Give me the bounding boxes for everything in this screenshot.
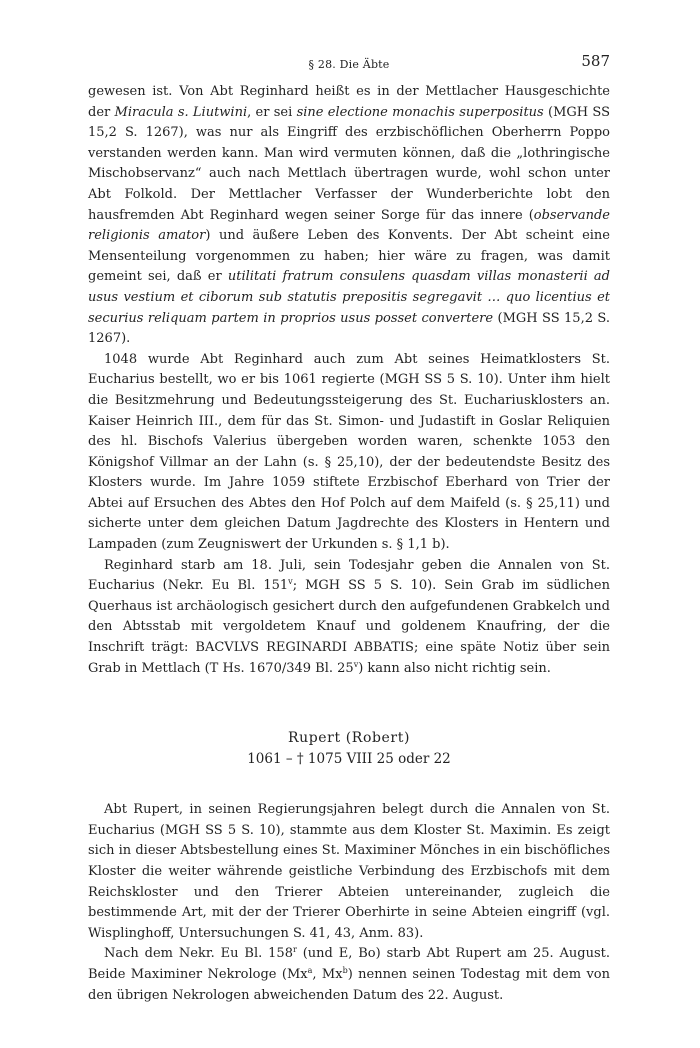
text-run: ) kann also nicht richtig sein. bbox=[358, 660, 551, 676]
superscript: v bbox=[288, 577, 293, 587]
page bbox=[88, 52, 610, 1006]
text-run: ) und äußere Leben des Konvents. Der Abt scheint eine Mensenteilung vorgenommen zu haben; hier wäre zu fragen, was damit gemeint sei, daß er bbox=[88, 228, 610, 285]
abbot-dates: 1061 – † 1075 VIII 25 oder 22 bbox=[247, 751, 451, 768]
text-run: (MGH SS 15,2 S. 1267), was nur als Eingriff des erzbischöflichen Oberherrn Poppo verstanden werden kann. Man wird vermuten können, daß die „lothringische Mischobservanz“ auch nach Mettlach übertragen wurde, wohl schon unter Abt Folkold. Der Mettlacher Verfasser der Wunderberichte lobt den hausfremden Abt Reginhard wegen seiner Sorge für das innere ( bbox=[88, 104, 610, 223]
paragraph-reginhard-eucharius bbox=[88, 350, 610, 556]
text-run: , Mx bbox=[312, 966, 343, 982]
page-number: 587 bbox=[581, 52, 610, 70]
abbot-name: Rupert (Robert) bbox=[287, 730, 411, 747]
latin-quote: utilitati fratrum consulens quasdam villas monasterii ad usus vestium et ciborum sub statutis prepositis segregavit … quo licentius et securius reliquam partem in proprios usus posset convertere bbox=[88, 269, 610, 326]
text-run: gewesen ist. Von Abt Reginhard heißt es in der Mettlacher Hausgeschichte der bbox=[88, 84, 610, 120]
text-run: (und E, Bo) starb Abt Rupert am 25. August. Beide Maximiner Nekrologe (Mx bbox=[88, 946, 610, 982]
paragraph-rupert-death bbox=[88, 944, 610, 1006]
text-run: Abt Rupert, in seinen Regierungsjahren belegt durch die Annalen von St. Eucharius (MGH SS 5 S. 10), stammte aus dem Kloster St. Maximin. Es zeigt sich in dieser Abtsbestellung eines St. Maximiner Mönches in ein bischöfliches Kloster die weiter währende geistliche Verbindung des Erzbischofs mit dem Reichskloster und den Trierer Abteien untereinander, zugleich die bestimmende Art, mit der der Trierer Oberhirte in seine Abteien eingriff (vgl. Wisplinghoff, Untersuchungen S. 41, 43, Anm. 83). bbox=[88, 802, 610, 941]
section-title: § 28. Die Äbte bbox=[308, 58, 390, 71]
text-run: ) nennen seinen Todestag mit dem von den übrigen Nekrologen abweichenden Datum des 22. August. bbox=[88, 966, 610, 1003]
text-run: (MGH SS 15,2 S. 1267). bbox=[88, 310, 610, 347]
superscript: r bbox=[292, 945, 297, 955]
superscript: v bbox=[353, 659, 359, 669]
text-run: , er sei bbox=[247, 104, 297, 120]
running-head bbox=[88, 52, 610, 76]
text-run: ; MGH SS 5 S. 10). Sein Grab im südlichen Querhaus ist archäologisch gesichert durch den aufgefundenen Grabkelch und den Abtsstab mit vergoldetem Knauf und goldenem Knaufring, der die Inschrift trägt: BACVLVS REGINARDI ABBATIS; eine späte Notiz über sein Grab in Mettlach (T Hs. 1670/349 Bl. 25 bbox=[88, 578, 610, 676]
superscript: b bbox=[342, 965, 348, 975]
latin-quote: sine electione monachis superpositus bbox=[296, 104, 544, 120]
text-run: 1048 wurde Abt Reginhard auch zum Abt seines Heimatklosters St. Eucharius bestellt, wo er bis 1061 regierte (MGH SS 5 S. 10). Unter ihm hielt die Besitzmehrung und Bedeutungssteigerung des St. Euchariusklosters an. Kaiser Heinrich III., dem für das St. Simon- und Judastift in Goslar Reliquien des hl. Bischofs Valerius übergeben worden waren, schenkte 1053 den Königshof Villmar an der Lahn (s. § 25,10), der der bedeutendste Besitz des Klosters wurde. Im Jahre 1059 stiftete Erzbischof Eberhard von Trier der Abtei auf Ersuchen des Abtes den Hof Polch auf dem Maifeld (s. § 25,11) und sicherte unter dem gleichen Datum Jagdrechte des Klosters in Hentern und Lampaden (zum Zeugniswert der Urkunden s. § 1,1 b). bbox=[88, 351, 610, 553]
paragraph-reginhard-miracula bbox=[88, 82, 610, 350]
text-run: Reginhard starb am 18. Juli, sein Todesjahr geben die Annalen von St. Eucharius (Nekr. Eu Bl. 151 bbox=[88, 557, 610, 594]
text-run: Nach dem Nekr. Eu Bl. 158 bbox=[104, 946, 293, 962]
latin-quote: observande religionis amator bbox=[88, 207, 610, 244]
superscript: a bbox=[307, 965, 313, 975]
paragraph-rupert-origin bbox=[88, 800, 610, 944]
paragraph-reginhard-death bbox=[88, 556, 610, 680]
latin-quote: Miracula s. Liutwini bbox=[114, 104, 248, 120]
abbot-entry-heading bbox=[88, 727, 610, 770]
